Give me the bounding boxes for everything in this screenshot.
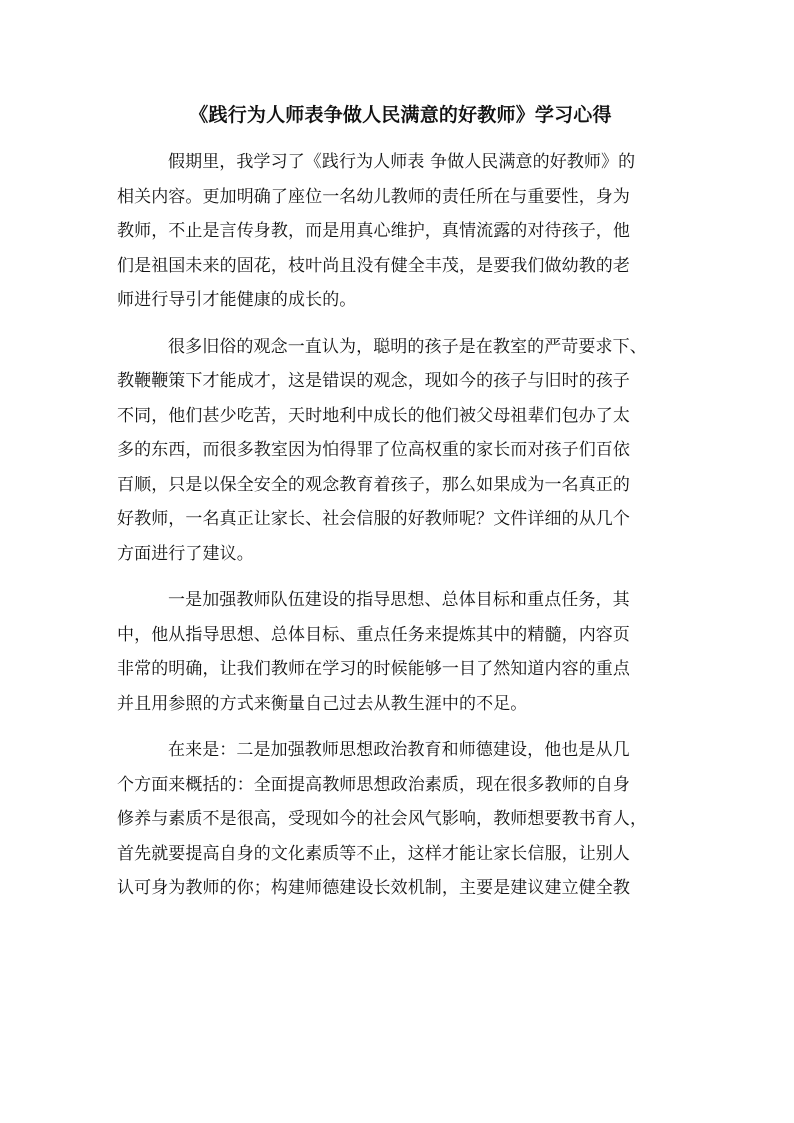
paragraph-line: 们是祖国未来的固花，枝叶尚且没有健全丰茂，是要我们做幼教的老 (117, 255, 630, 276)
paragraph-line: 非常的明确，让我们教师在学习的时候能够一目了然知道内容的重点 (117, 659, 630, 679)
paragraph-line: 个方面来概括的：全面提高教师思想政治素质，现在很多教师的自身 (117, 774, 630, 795)
paragraph-line: 一是加强教师队伍建设的指导思想、总体目标和重点任务，其 (168, 590, 630, 610)
paragraph-line: 很多旧俗的观念一直认为，聪明的孩子是在教室的严苛要求下、 (168, 336, 647, 357)
paragraph-line: 好教师，一名真正让家长、社会信服的好教师呢？文件详细的从几个 (117, 509, 630, 529)
paragraph-1 (117, 145, 684, 318)
paragraph-line: 教师，不止是言传身教，而是用真心维护，真情流露的对待孩子，他 (117, 221, 630, 241)
paragraph-line: 并且用参照的方式来衡量自己过去从教生涯中的不足。 (117, 693, 528, 714)
paragraph-line: 百顺，只是以保全安全的观念教育着孩子，那么如果成为一名真正的 (117, 474, 630, 495)
paragraph-3 (117, 583, 684, 721)
paragraph-line: 首先就要提高自身的文化素质等不止，这样才能让家长信服，让别人 (117, 843, 630, 864)
paragraph-2 (117, 330, 684, 572)
paragraph-4 (117, 733, 684, 906)
paragraph-line: 多的东西，而很多教室因为怕得罪了位高权重的家长而对孩子们百依 (117, 440, 630, 460)
paragraph-line: 师进行导引才能健康的成长的。 (117, 290, 357, 310)
paragraph-line: 不同，他们甚少吃苦，天时地利中成长的他们被父母祖辈们包办了太 (117, 405, 630, 426)
paragraph-line: 中，他从指导思想、总体目标、重点任务来提炼其中的精髓，内容页 (117, 624, 630, 645)
paragraph-line: 在来是：二是加强教师思想政治教育和师德建设，他也是从几 (168, 740, 630, 760)
paragraph-line: 假期里，我学习了《践行为人师表 争做人民满意的好教师》的 (168, 152, 636, 172)
paragraph-line: 教鞭鞭策下才能成才，这是错误的观念，现如今的孩子与旧时的孩子 (117, 371, 630, 391)
paragraph-line: 修养与素质不是很高，受现如今的社会风气影响，教师想要教书育人， (117, 809, 648, 829)
document-title: 《践行为人师表争做人民满意的好教师》学习心得 (189, 104, 612, 126)
paragraph-line: 方面进行了建议。 (117, 543, 254, 564)
paragraph-line: 认可身为教师的你；构建师德建设长效机制，主要是建议建立健全教 (117, 878, 630, 898)
paragraph-line: 相关内容。更加明确了座位一名幼儿教师的责任所在与重要性，身为 (117, 186, 630, 207)
